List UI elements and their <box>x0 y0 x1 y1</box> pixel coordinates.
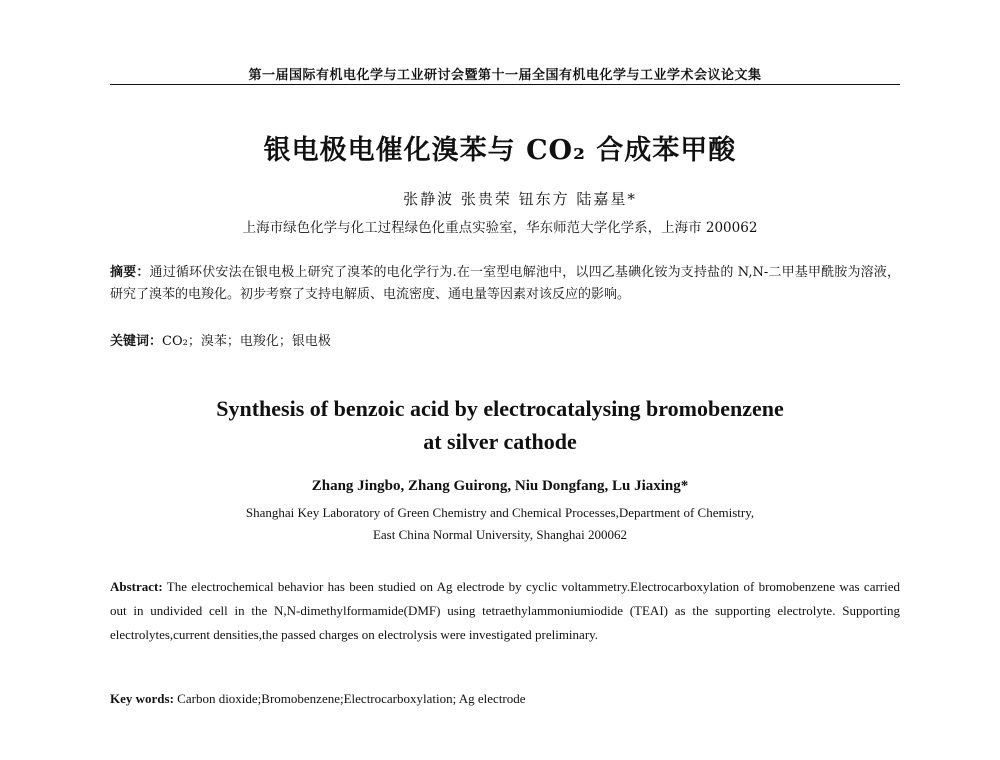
chinese-authors: 张静波 张贵荣 钮东方 陆嘉星* <box>403 190 637 208</box>
english-keywords-label: Key words: <box>110 691 174 706</box>
chinese-keywords-text: CO₂；溴苯；电羧化；银电极 <box>162 334 331 349</box>
english-authors: Zhang Jingbo, Zhang Guirong, Niu Dongfang, Lu Jiaxing* <box>311 478 689 494</box>
english-keywords-text: Carbon dioxide;Bromobenzene;Electrocarboxylation; Ag electrode <box>177 691 526 706</box>
chinese-keywords <box>110 330 900 349</box>
english-title-line2: at silver cathode <box>423 429 577 454</box>
english-affiliation <box>0 502 1000 546</box>
english-affiliation-line2: East China Normal University, Shanghai 200062 <box>372 527 628 542</box>
english-abstract-text: The electrochemical behavior has been studied on Ag electrode by cyclic voltammetry.Electrocarboxylation of bromobenzene was carried out in undivided cell in the N,N-dimethylformamide(DMF) using tetraethylammoniumiodide (TEAI) as the supporting electrolyte. Supporting electrolytes,current densities,the passed charges on electrolysis were investigated preliminary. <box>110 579 900 642</box>
english-keywords <box>110 691 900 707</box>
chinese-title: 银电极电催化溴苯与 CO₂ 合成苯甲酸 <box>263 135 737 166</box>
chinese-abstract <box>110 262 900 306</box>
chinese-abstract-text: 通过循环伏安法在银电极上研究了溴苯的电化学行为.在一室型电解池中，以四乙基碘化铵为支持盐的 N,N-二甲基甲酰胺为溶液，研究了溴苯的电羧化。初步考察了支持电解质、电流密度、通电量等因素对该反应的影响。 <box>110 265 900 302</box>
english-abstract-label: Abstract: <box>110 579 163 594</box>
chinese-abstract-label: 摘要： <box>110 265 150 280</box>
header-rule <box>110 84 900 85</box>
english-abstract <box>110 575 900 647</box>
english-affiliation-line1: Shanghai Key Laboratory of Green Chemistry and Chemical Processes,Department of Chemistry, <box>245 505 755 520</box>
chinese-keywords-label: 关键词： <box>110 334 163 349</box>
running-header: 第一届国际有机电化学与工业研讨会暨第十一届全国有机电化学与工业学术会议论文集 <box>248 68 762 83</box>
english-title-line1: Synthesis of benzoic acid by electrocatalysing bromobenzene <box>216 396 784 421</box>
chinese-affiliation: 上海市绿色化学与化工过程绿色化重点实验室，华东师范大学化学系，上海市 200062 <box>242 220 758 236</box>
english-title <box>0 392 1000 458</box>
